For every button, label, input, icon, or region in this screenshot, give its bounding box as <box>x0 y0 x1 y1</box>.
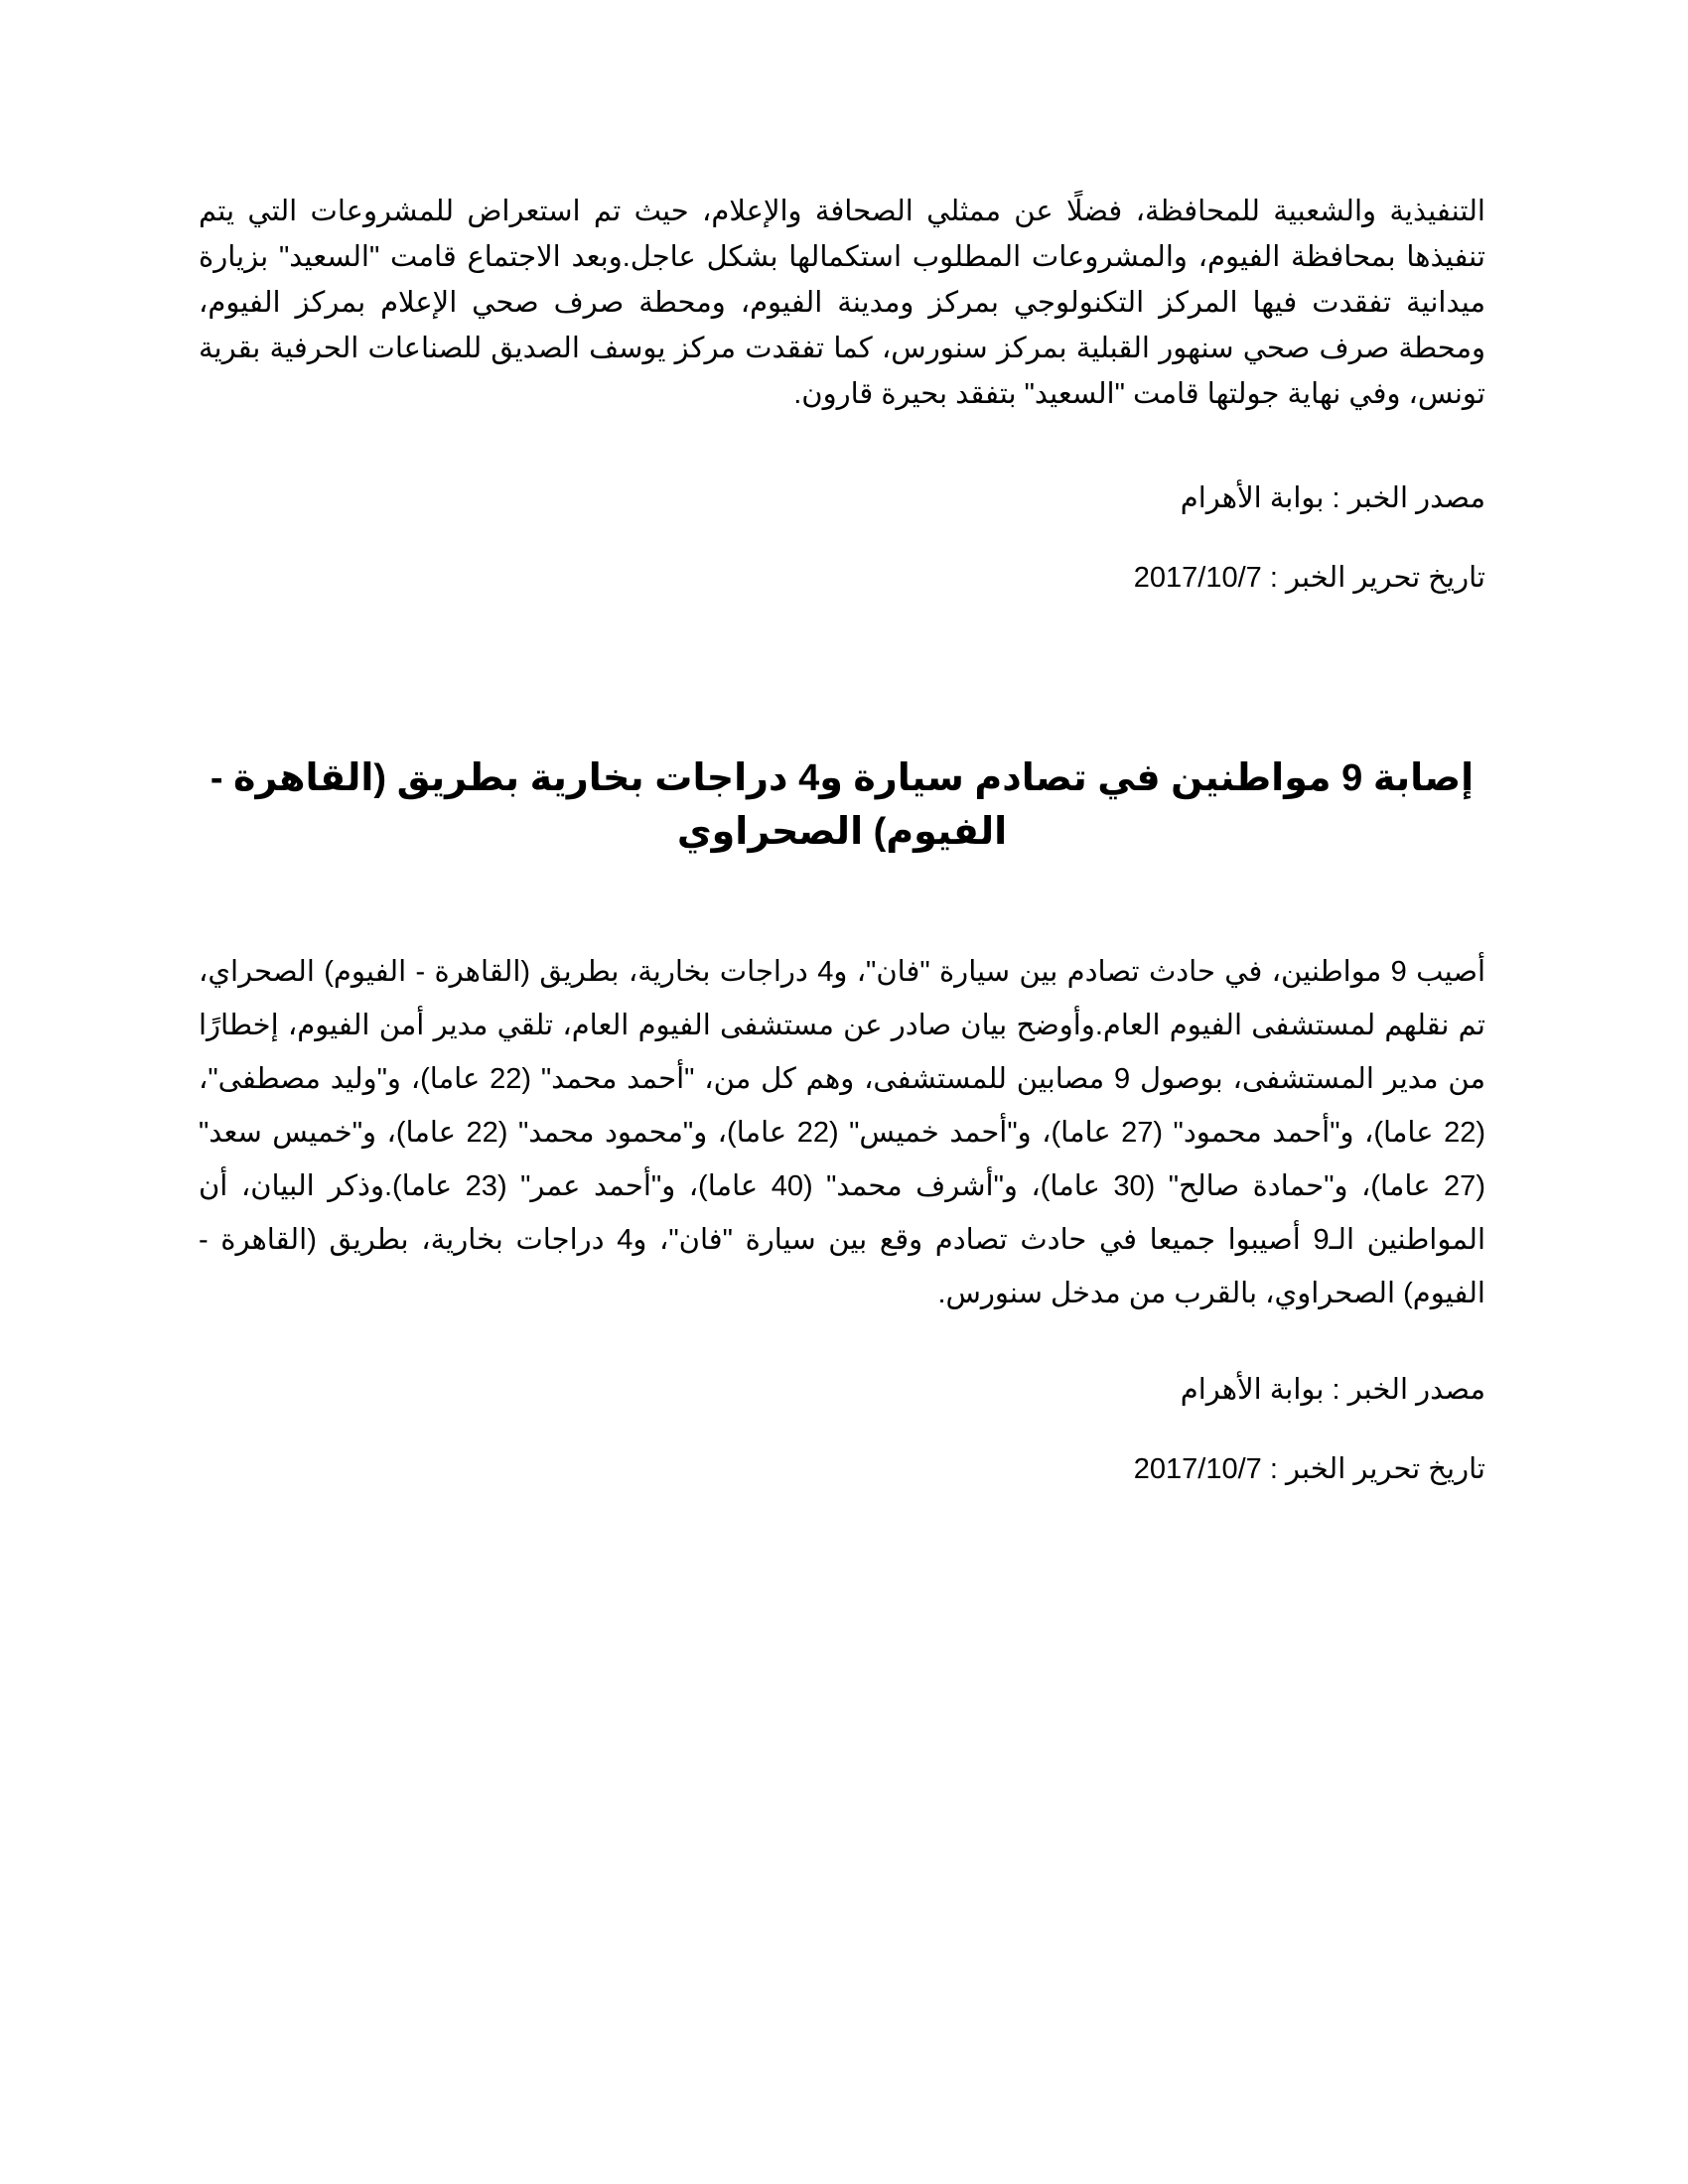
article-2-headline: إصابة 9 مواطنين في تصادم سيارة و4 دراجات بخارية بطريق (القاهرة - الفيوم) الصحراوي <box>210 757 1475 854</box>
article-2-date: تاريخ تحرير الخبر : 2017/10/7 <box>1133 1453 1485 1485</box>
article-2-source: مصدر الخبر : بوابة الأهرام <box>1180 1374 1485 1406</box>
article-1-date: تاريخ تحرير الخبر : 2017/10/7 <box>1133 562 1485 594</box>
article-1-body-paragraph: التنفيذية والشعبية للمحافظة، فضلًا عن ممثلي الصحافة والإعلام، حيث تم استعراض للمشروعات التي يتم تنفيذها بمحافظة الفيوم، والمشروعات المطلوب استكمالها بشكل عاجل.وبعد الاجتماع قامت "السعيد" بزيارة ميدانية تفقدت فيها المركز التكنولوجي بمركز ومدينة الفيوم، ومحطة صرف صحي الإعلام بمركز الفيوم، ومحطة صرف صحي سنهور القبلية بمركز سنورس، كما تفقدت مركز يوسف الصديق للصناعات الحرفية بقرية تونس، وفي نهاية جولتها قامت "السعيد" بتفقد بحيرة قارون. <box>199 196 1485 410</box>
article-2-body-paragraph: أصيب 9 مواطنين، في حادث تصادم بين سيارة "فان"، و4 دراجات بخارية، بطريق (القاهرة - الفيوم) الصحراي، تم نقلهم لمستشفى الفيوم العام.وأوضح بيان صادر عن مستشفى الفيوم العام، تلقي مدير أمن الفيوم، إخطارًا من مدير المستشفى، بوصول 9 مصابين للمستشفى، وهم كل من، "أحمد محمد" (22 عاما)، و"وليد مصطفى"، (22 عاما)، و"أحمد محمود" (27 عاما)، و"أحمد خميس" (22 عاما)، و"محمود محمد" (22 عاما)، و"خميس سعد" (27 عاما)، و"حمادة صالح" (30 عاما)، و"أشرف محمد" (40 عاما)، و"أحمد عمر" (23 عاما).وذكر البيان، أن المواطنين الـ9 أصيبوا جميعا في حادث تصادم وقع بين سيارة "فان"، و4 دراجات بخارية، بطريق (القاهرة - الفيوم) الصحراوي، بالقرب من مدخل سنورس. <box>199 956 1486 1309</box>
article-1-source: مصدر الخبر : بوابة الأهرام <box>1180 482 1485 514</box>
